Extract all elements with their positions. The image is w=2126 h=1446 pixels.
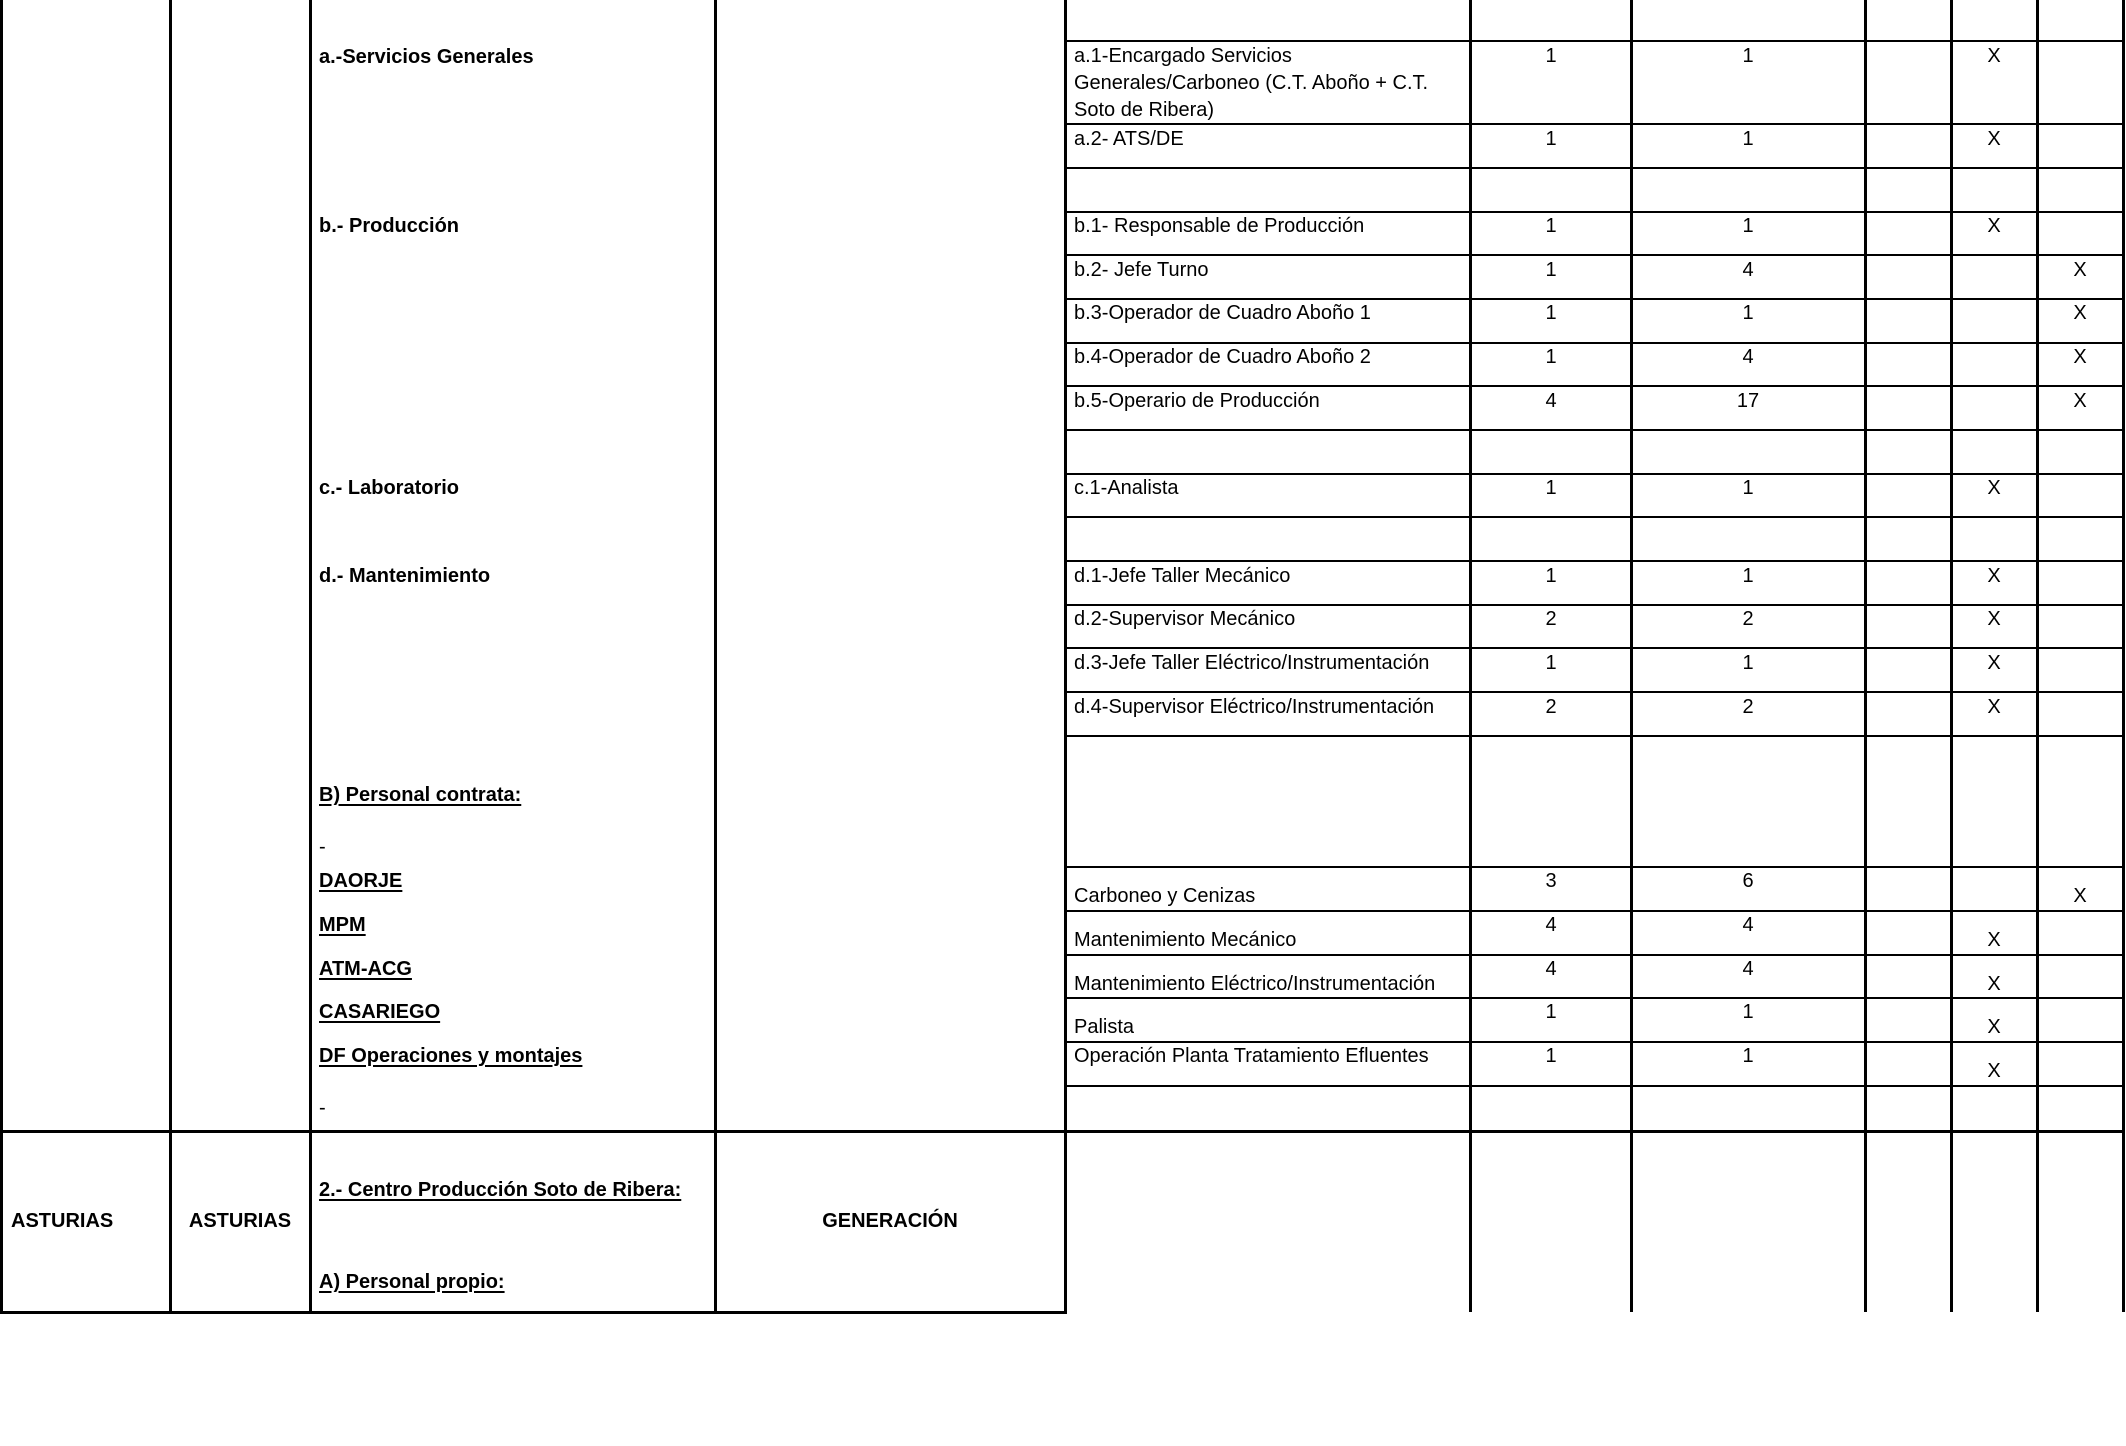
row-mark-b1: X bbox=[1987, 215, 2001, 237]
row-total-b4: 4 bbox=[1742, 346, 1754, 368]
row-mark2-b2: X bbox=[2073, 259, 2087, 281]
row-mark2-carboneo: X bbox=[2073, 885, 2087, 907]
vline-col10 bbox=[2036, 0, 2039, 1312]
contractor-df-operaciones: DF Operaciones y montajes bbox=[319, 1045, 583, 1067]
row-count-d3: 1 bbox=[1545, 652, 1557, 674]
vline-col1 bbox=[0, 0, 3, 1314]
row-mark2-b4: X bbox=[2073, 346, 2087, 368]
row-label-c1: c.1-Analista bbox=[1074, 477, 1179, 499]
vline-col2 bbox=[169, 0, 172, 1314]
dash-marker: - bbox=[319, 1097, 326, 1119]
row-label-palista: Palista bbox=[1074, 1016, 1135, 1038]
row-label-b1: b.1- Responsable de Producción bbox=[1074, 215, 1365, 237]
row-label-d3: d.3-Jefe Taller Eléctrico/Instrumentación bbox=[1074, 652, 1430, 674]
hline bbox=[1064, 167, 2125, 169]
row-count-b2: 1 bbox=[1545, 259, 1557, 281]
row-label-carboneo: Carboneo y Cenizas bbox=[1074, 885, 1256, 907]
hline bbox=[1064, 910, 2125, 912]
row-count-carboneo: 3 bbox=[1545, 870, 1557, 892]
hline bbox=[1064, 385, 2125, 387]
row-total-d2: 2 bbox=[1742, 608, 1754, 630]
personal-propio-title: A) Personal propio: bbox=[319, 1271, 505, 1293]
row-label-b2: b.2- Jefe Turno bbox=[1074, 259, 1209, 281]
row-mark-palista: X bbox=[1987, 1016, 2001, 1038]
row-label-d4: d.4-Supervisor Eléctrico/Instrumentación bbox=[1074, 696, 1435, 718]
row-count-b1: 1 bbox=[1545, 215, 1557, 237]
row-label-mant-electrico: Mantenimiento Eléctrico/Instrumentación bbox=[1074, 973, 1436, 995]
row-mark-a1: X bbox=[1987, 45, 2001, 67]
row-mark-mant-electrico: X bbox=[1987, 973, 2001, 995]
row-count-c1: 1 bbox=[1545, 477, 1557, 499]
region-cell-1: ASTURIAS bbox=[11, 1210, 114, 1232]
hline bbox=[1064, 647, 2125, 649]
row-total-b1: 1 bbox=[1742, 215, 1754, 237]
row-total-a2: 1 bbox=[1742, 128, 1754, 150]
row-total-b3: 1 bbox=[1742, 302, 1754, 324]
row-mark-d2: X bbox=[1987, 608, 2001, 630]
section-laboratorio: c.- Laboratorio bbox=[319, 477, 460, 499]
row-total-c1: 1 bbox=[1742, 477, 1754, 499]
dash-marker: - bbox=[319, 836, 326, 858]
row-label-b5: b.5-Operario de Producción bbox=[1074, 390, 1320, 412]
section-servicios-generales: a.-Servicios Generales bbox=[319, 46, 534, 68]
hline bbox=[1064, 473, 2125, 475]
hline bbox=[1064, 40, 2125, 42]
block-separator bbox=[0, 1130, 2125, 1133]
row-total-a1: 1 bbox=[1742, 45, 1754, 67]
row-count-d2: 2 bbox=[1545, 608, 1557, 630]
hline bbox=[1064, 560, 2125, 562]
row-label-d1: d.1-Jefe Taller Mecánico bbox=[1074, 565, 1291, 587]
row-count-a1: 1 bbox=[1545, 45, 1557, 67]
row-total-d1: 1 bbox=[1742, 565, 1754, 587]
section-mantenimiento: d.- Mantenimiento bbox=[319, 565, 491, 587]
row-count-d4: 2 bbox=[1545, 696, 1557, 718]
row-label-a2: a.2- ATS/DE bbox=[1074, 128, 1184, 150]
row-mark-d1: X bbox=[1987, 565, 2001, 587]
row-mark-operacion-efluentes: X bbox=[1987, 1060, 2001, 1082]
row-total-palista: 1 bbox=[1742, 1001, 1754, 1023]
row-total-d4: 2 bbox=[1742, 696, 1754, 718]
row-mark-d4: X bbox=[1987, 696, 2001, 718]
hline bbox=[1064, 691, 2125, 693]
vline-col6 bbox=[1469, 0, 1472, 1312]
row-label-b3: b.3-Operador de Cuadro Aboño 1 bbox=[1074, 302, 1371, 324]
region-cell-2: ASTURIAS bbox=[188, 1210, 292, 1232]
row-count-mant-electrico: 4 bbox=[1545, 958, 1557, 980]
row-label-d2: d.2-Supervisor Mecánico bbox=[1074, 608, 1296, 630]
centro-produccion-title: 2.- Centro Producción Soto de Ribera: bbox=[319, 1179, 682, 1201]
row-count-palista: 1 bbox=[1545, 1001, 1557, 1023]
vline-col3 bbox=[309, 0, 312, 1314]
row-count-b3: 1 bbox=[1545, 302, 1557, 324]
row-total-mant-mecanico: 4 bbox=[1742, 914, 1754, 936]
row-total-b5: 17 bbox=[1736, 390, 1760, 412]
row-mark-c1: X bbox=[1987, 477, 2001, 499]
row-label-mant-mecanico: Mantenimiento Mecánico bbox=[1074, 929, 1297, 951]
row-total-mant-electrico: 4 bbox=[1742, 958, 1754, 980]
row-label-b4: b.4-Operador de Cuadro Aboño 2 bbox=[1074, 346, 1371, 368]
row-total-d3: 1 bbox=[1742, 652, 1754, 674]
contractor-casariego: CASARIEGO bbox=[319, 1001, 441, 1023]
row-total-carboneo: 6 bbox=[1742, 870, 1754, 892]
row-label-operacion-efluentes: Operación Planta Tratamiento Efluentes bbox=[1074, 1045, 1429, 1067]
vline-col9 bbox=[1950, 0, 1953, 1312]
row-count-mant-mecanico: 4 bbox=[1545, 914, 1557, 936]
contractor-mpm: MPM bbox=[319, 914, 366, 936]
vline-col11 bbox=[2122, 0, 2125, 1312]
vline-col8 bbox=[1864, 0, 1867, 1312]
vline-col5 bbox=[1064, 0, 1067, 1314]
section-produccion: b.- Producción bbox=[319, 215, 459, 237]
contractor-atm-acg: ATM-ACG bbox=[319, 958, 412, 980]
section-personal-contrata: B) Personal contrata: bbox=[319, 784, 522, 806]
row-total-b2: 4 bbox=[1742, 259, 1754, 281]
row-total-operacion-efluentes: 1 bbox=[1742, 1045, 1754, 1067]
bottom-line bbox=[0, 1311, 1067, 1314]
row-mark2-b5: X bbox=[2073, 390, 2087, 412]
hline bbox=[1064, 954, 2125, 956]
row-count-operacion-efluentes: 1 bbox=[1545, 1045, 1557, 1067]
row-count-b4: 1 bbox=[1545, 346, 1557, 368]
vline-col4 bbox=[714, 0, 717, 1314]
row-mark-mant-mecanico: X bbox=[1987, 929, 2001, 951]
hline bbox=[1064, 429, 2125, 431]
hline bbox=[1064, 735, 2125, 737]
hline bbox=[1064, 866, 2125, 868]
row-mark-d3: X bbox=[1987, 652, 2001, 674]
vline-col7 bbox=[1630, 0, 1633, 1312]
hline bbox=[1064, 516, 2125, 518]
contractor-daorje: DAORJE bbox=[319, 870, 403, 892]
row-mark2-b3: X bbox=[2073, 302, 2087, 324]
row-count-b5: 4 bbox=[1545, 390, 1557, 412]
hline bbox=[1064, 1085, 2125, 1087]
row-count-d1: 1 bbox=[1545, 565, 1557, 587]
row-count-a2: 1 bbox=[1545, 128, 1557, 150]
row-label-a1: a.1-Encargado Servicios Generales/Carboneo (C.T. Aboño + C.T. Soto de Ribera) bbox=[1074, 45, 1429, 121]
row-mark-a2: X bbox=[1987, 128, 2001, 150]
area-generacion: GENERACIÓN bbox=[822, 1210, 958, 1232]
hline bbox=[1064, 254, 2125, 256]
